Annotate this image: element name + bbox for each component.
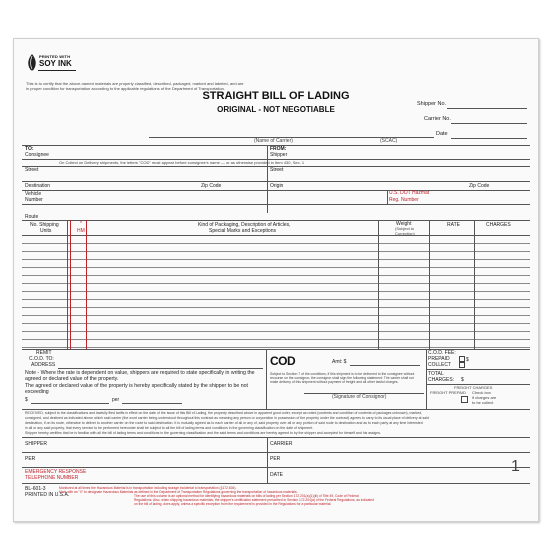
received-line2: consigned, and destined as indicated above which said carrier (the word carrier being understood throughout this contract as meaning any person or corporation in possession of the property under the contract) agrees to carry to its usual place of delivery at said [25, 416, 429, 420]
certify-line2: in proper condition for transportation according to the applicable regulations of the Department of Transportation. [26, 86, 226, 91]
if-charges-label: if charges are [472, 395, 497, 400]
bill-of-lading-form [13, 38, 539, 522]
table-row[interactable] [22, 251, 530, 252]
per-right-label: PER [270, 456, 281, 462]
value-note-4: exceeding [25, 389, 49, 395]
printed-in-usa: PRINTED IN U.S.A. [25, 492, 70, 498]
received-line3: destination, if on its route, otherwise to deliver to another carrier on the route to said destination. It is mutually agreed as to each carrier of all or any of, said property over all or any portion of said route to destination and as to each party at any time interested [25, 421, 423, 425]
form-subtitle: ORIGINAL - NOT NEGOTIABLE [217, 105, 335, 114]
table-row[interactable] [22, 331, 530, 332]
cod-to-label: C.O.D. TO: [29, 356, 54, 362]
name-of-carrier-label: (Name of Carrier) [254, 138, 293, 144]
footnote-3: The use of this column is an optional method for identifying hazardous materials on bills of lading per Section 172.201(a)(1)(iii) of Title 49, Code of Federal [134, 494, 359, 498]
remit-label: REMIT [36, 350, 52, 356]
footnote-1: Monitored at all times the Hazardous Material is in transportation including storage incidental to transportation (§172.604). [59, 486, 237, 490]
soy-leaf-icon [26, 53, 38, 73]
date-label: Date [436, 131, 448, 137]
col-kind-1: Kind of Packaging, Description of Articles, [198, 222, 291, 228]
table-row[interactable] [22, 267, 530, 268]
date-field[interactable] [451, 138, 527, 139]
col-units-2: Units [40, 228, 52, 234]
shipper-signature-label: SHIPPER [25, 441, 47, 447]
vehicle-label: Vehicle [25, 191, 42, 197]
form-number: BL-601-3 [25, 486, 46, 492]
address-label: ADDRESS [31, 362, 56, 368]
total-dollar: $ [461, 377, 464, 383]
value-note-1: Note - Where the rate is dependent on value, shippers are required to state specifically in writing the [25, 370, 255, 376]
consignee-street-label: Street [25, 167, 39, 173]
declared-per: per [112, 397, 120, 403]
footnote-5: on the bill of lading, does apply, unless a specific exception from the requirement is provided in the Regulations for a particular material. [134, 502, 332, 506]
shipper-no-label: Shipper No. [417, 101, 447, 107]
freight-charges-label: FREIGHT CHARGES [454, 385, 493, 390]
prepaid-label: PREPAID [428, 356, 450, 362]
logo-line1: PRINTED WITH [39, 54, 71, 59]
table-row[interactable] [22, 315, 530, 316]
value-note-2: agreed or declared value of the property. [25, 376, 119, 382]
signature-consignor-label: (Signature of Consignor) [332, 394, 387, 400]
col-weight-1: Weight [396, 221, 412, 227]
freight-prepaid-label: FREIGHT PREPAID [430, 390, 466, 395]
route-label: Route [25, 214, 39, 220]
col-weight-2: (Subject to [395, 226, 415, 231]
from-label: FROM: [270, 146, 287, 152]
total-charges-label-1: TOTAL [428, 371, 444, 377]
carrier-no-label: Carrier No. [424, 116, 451, 122]
footnote-2: Mark with an "X" to designate Hazardous Materials as defined in the Department of Transportation Regulations governing the transportation of hazardous materials. [59, 490, 298, 494]
col-units-1: No. Shipping [30, 222, 59, 228]
table-row[interactable] [22, 291, 530, 292]
scac-label: (SCAC) [380, 138, 398, 144]
table-row[interactable] [22, 299, 530, 300]
cod-fee-label: C.O.D. FEE: [428, 350, 456, 356]
section7-note: Subject to Section 7 of the conditions, if this shipment is to be delivered to the consignee without recourse on the consignor, the consignor shall sign the following statement: The carrier shall not make delivery of this shipment without payment of freight and all other lawful charges. [270, 372, 415, 384]
to-label: TO: [25, 146, 34, 152]
col-hm: HM [77, 228, 85, 234]
date-signature-label: DATE [270, 472, 283, 478]
shipper-no-field[interactable] [447, 108, 527, 109]
collect-label: COLLECT [428, 362, 452, 368]
table-row[interactable] [22, 347, 530, 348]
origin-label: Origin [270, 183, 284, 189]
table-row[interactable] [22, 339, 530, 340]
table-row[interactable] [22, 307, 530, 308]
check-box-label: Check box [472, 390, 491, 395]
shipper-zip-label: Zip Code [469, 183, 490, 189]
shipper-street-label: Street [270, 167, 284, 173]
collect-checkbox[interactable] [459, 362, 465, 368]
cod-label: COD [270, 354, 296, 368]
cod-note: On Collect on Delivery shipments, the letters "COD" must appear before consignee's name — or as otherwise provided in Item 430, Sec. 1 [59, 160, 305, 165]
col-weight-3: Correction) [395, 231, 415, 236]
destination-label: Destination [25, 183, 51, 189]
form-title: STRAIGHT BILL OF LADING [202, 90, 350, 102]
consignee-zip-label: Zip Code [201, 183, 222, 189]
consignee-label: Consignee [25, 152, 49, 158]
to-be-collect-label: to be collect [472, 400, 494, 405]
col-rate: RATE [447, 222, 460, 228]
declared-dollar: $ [25, 397, 28, 403]
table-row[interactable] [22, 283, 530, 284]
certify-line1: This is to certify that the above-named materials are properly classified, described, packaged, marked and labeled, and are [26, 81, 244, 86]
table-row[interactable] [22, 243, 530, 244]
col-kind-2: Special Marks and Exceptions [209, 228, 276, 234]
reg-number-label: Reg. Number [389, 197, 419, 203]
received-line1: RECEIVED, subject to the classifications and lawfully filed tariffs in effect on the date of the issue of this Bill of Lading, the property described above in apparent good order, except as noted (contents and condition of contents of packages unknown), marked, [25, 411, 423, 415]
us-dot-hazmat-label: U.S. DOT Hazmat [389, 190, 430, 196]
collect-freight-checkbox[interactable] [461, 396, 468, 403]
per-left-label: PER [25, 456, 36, 462]
carrier-no-field[interactable] [451, 123, 527, 124]
shipper-label: Shipper [270, 152, 288, 158]
table-row[interactable] [22, 323, 530, 324]
table-row[interactable] [22, 259, 530, 260]
col-charges: CHARGES [486, 222, 511, 228]
declared-per-field[interactable] [122, 403, 182, 404]
declared-value-field[interactable] [31, 403, 109, 404]
total-charges-label-2: CHARGES: [428, 377, 455, 383]
logo-line2: SOY INK [39, 59, 72, 68]
soy-ink-logo [26, 53, 76, 75]
col-star: * [80, 221, 82, 227]
vehicle-number-label: Number [25, 197, 43, 203]
value-note-3: The agreed or declared value of the property is hereby specifically stated by the shipper to be not [25, 383, 248, 389]
emergency-response-label: EMERGENCY RESPONSE [25, 469, 87, 475]
cod-amount-field[interactable] [350, 365, 420, 366]
table-row[interactable] [22, 275, 530, 276]
fee-dollar: $ [466, 357, 469, 363]
footnote-4: Regulations. Also, when shipping hazardous materials, the shipper's certification statement prescribed in Section 172.204(a) of the Federal Regulations, as indicated [134, 498, 374, 502]
received-line5: Shipper hereby certifies that he is familiar with all the bill of lading terms and conditions in the governing classification and the said terms and conditions are hereby agreed to by the shipper and accepted for himself and his assigns. [25, 431, 382, 435]
copy-number-marker: 1 [511, 458, 520, 475]
received-line4: in all or any said property, that every service to be performed hereunder shall be subject to all the bill of lading terms and conditions in the governing classification on the date of shipment. [25, 426, 314, 430]
cod-amount-label: Amt: $ [332, 359, 347, 365]
telephone-number-label: TELEPHONE NUMBER [25, 475, 79, 481]
carrier-signature-label: CARRIER [270, 441, 293, 447]
